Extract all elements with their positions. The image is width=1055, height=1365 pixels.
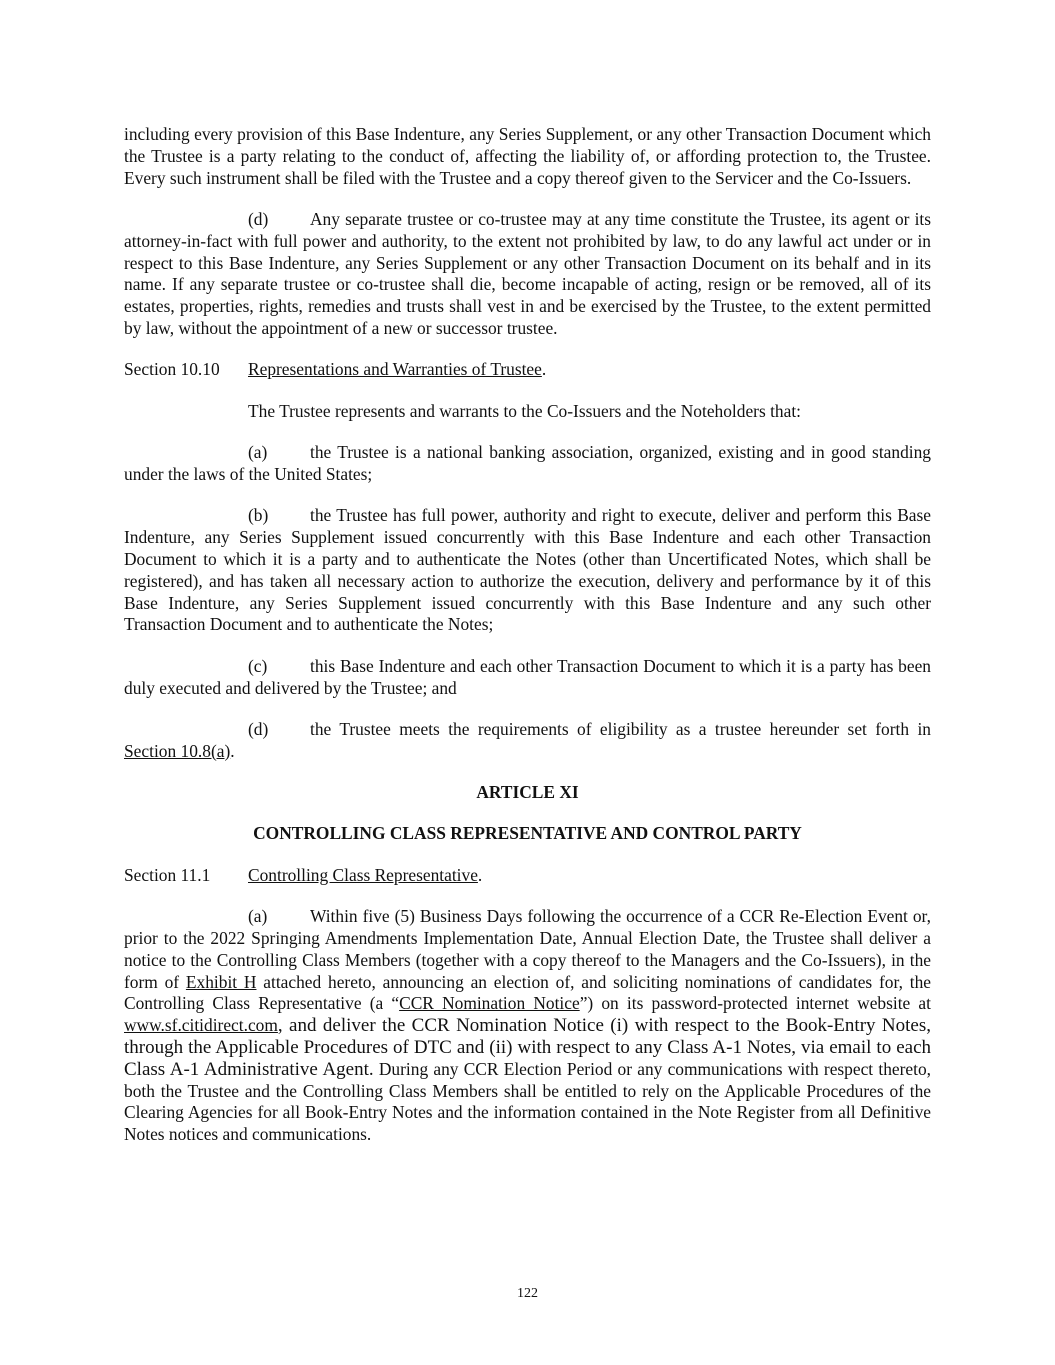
clause-text: the Trustee meets the requirements of eligibility as a trustee hereunder set forth in <box>310 718 931 739</box>
page-number: 122 <box>517 1286 538 1301</box>
section-reference-link[interactable]: Section 10.8(a) <box>124 740 231 761</box>
clause-text: Any separate trustee or co-trustee may at any time constitute the Trustee, its agent or its attorney-in-fact with full power and authority, to the extent not prohibited by law, to do any lawful act under or in respect to this Base Indenture, any Series Supplement or any other Transaction Document on its behalf and in its name. If any separate trustee or co-trustee shall die, become incapable of acting, resign or be removed, all of its estates, properties, rights, remedies and trusts shall vest in and be exercised by the Trustee, to the extent permitted by law, without the appointment of a new or successor trustee. <box>124 208 931 338</box>
clause-label: (d) <box>248 208 269 229</box>
section-11-1-heading: Section 11.1 Controlling Class Representative. <box>124 864 483 885</box>
clause-text: this Base Indenture and each other Transaction Document to which it is a party has been duly executed and delivered by the Trustee; and <box>124 655 931 698</box>
exhibit-h-link[interactable]: Exhibit H <box>185 971 257 992</box>
inserted-text: , and deliver the CCR Nomination Notice (i) with respect to the Book-Entry Notes, through the Applicable Procedures of DTC and (ii) with respect to any Class A-1 Notes, via email to each Class A-1 Administrative Agent. <box>124 1015 931 1080</box>
paragraph-b-full-power <box>124 505 931 636</box>
paragraph-c-executed <box>124 656 931 700</box>
website-link[interactable]: www.sf.citidirect.com <box>124 1015 278 1036</box>
clause-label: (a) <box>248 906 268 927</box>
clause-text: the Trustee is a national banking association, organized, existing and in good standing under the laws of the United States; <box>124 442 931 484</box>
article-title: CONTROLLING CLASS REPRESENTATIVE AND CONTROL PARTY <box>253 823 802 844</box>
paragraph-continuation: including every provision of this Base Indenture, any Series Supplement, or any other Transaction Document which the Trustee is a party relating to the conduct of, affecting the liability of, or affording protection to, the Trustee. Every such instrument shall be filed with the Trustee and a copy thereof given to the Servicer and the Co-Issuers. <box>124 124 931 188</box>
section-10-10-heading: Section 10.10 Representations and Warranties of Trustee. <box>124 359 547 380</box>
clause-label: (a) <box>248 442 268 463</box>
clause-label: (c) <box>248 655 268 676</box>
ccr-nomination-notice-term: CCR Nomination Notice <box>399 993 580 1014</box>
clause-text: the Trustee has full power, authority and right to execute, deliver and perform this Base Indenture, any Series Supplement issued concurrently with this Base Indenture and each other Transaction Document to which it is a party and to authenticate the Notes (other than Uncertificated Notes, which shall be registered), and has taken all necessary action to authorize the execution, delivery and performance by it of this Base Indenture, any Series Supplement issued concurrently with this Base Indenture and any such other Transaction Document and to authenticate the Notes; <box>124 505 931 635</box>
paragraph-represents: The Trustee represents and warrants to the Co-Issuers and the Noteholders that: <box>248 400 801 421</box>
section-title: Controlling Class Representative <box>248 864 478 885</box>
clause-label: (b) <box>248 505 269 526</box>
section-number: Section 10.10 <box>124 359 220 380</box>
article-heading: ARTICLE XI <box>476 782 579 803</box>
paragraph-a-national-bank <box>124 442 931 486</box>
paragraph-11-1-a: (a) Within five (5) Business Days following the occurrence of a CCR Re-Election Event or, prior to the 2022 Springing Amendments Implementation Date, Annual Election Date, the Trustee shall deliver a notice to the Controlling Class Members (together with a copy thereof to the Managers and the Co-Issuers), in the form of Exhibit H attached hereto, announcing an election of, and soliciting nominations of candidates for, the Controlling Class Representative (a “CCR Nomination Notice”) on its password-protected internet website at www.sf.citidirect.com, and deliver the CCR Nomination Notice (i) with respect to the Book-Entry Notes, through the Applicable Procedures of DTC and (ii) with respect to any Class A-1 Notes, via email to each Class A-1 Administrative Agent. During any CCR Election Period or any communications with respect thereto, both the Trustee and the Controlling Class Members shall be entitled to rely on the Applicable Procedures of the Clearing Agencies for all Book-Entry Notes and the information contained in the Note Register from all Definitive Notes notices and communications. <box>124 906 932 1145</box>
document-page <box>124 124 931 1166</box>
clause-label: (d) <box>248 718 269 739</box>
paragraph-d-separate-trustee <box>124 209 931 340</box>
section-number: Section 11.1 <box>124 864 211 885</box>
section-title: Representations and Warranties of Trustee <box>248 359 542 380</box>
paragraph-d-eligibility: (d) the Trustee meets the requirements of eligibility as a trustee hereunder set forth in Section 10.8(a). <box>124 718 931 761</box>
